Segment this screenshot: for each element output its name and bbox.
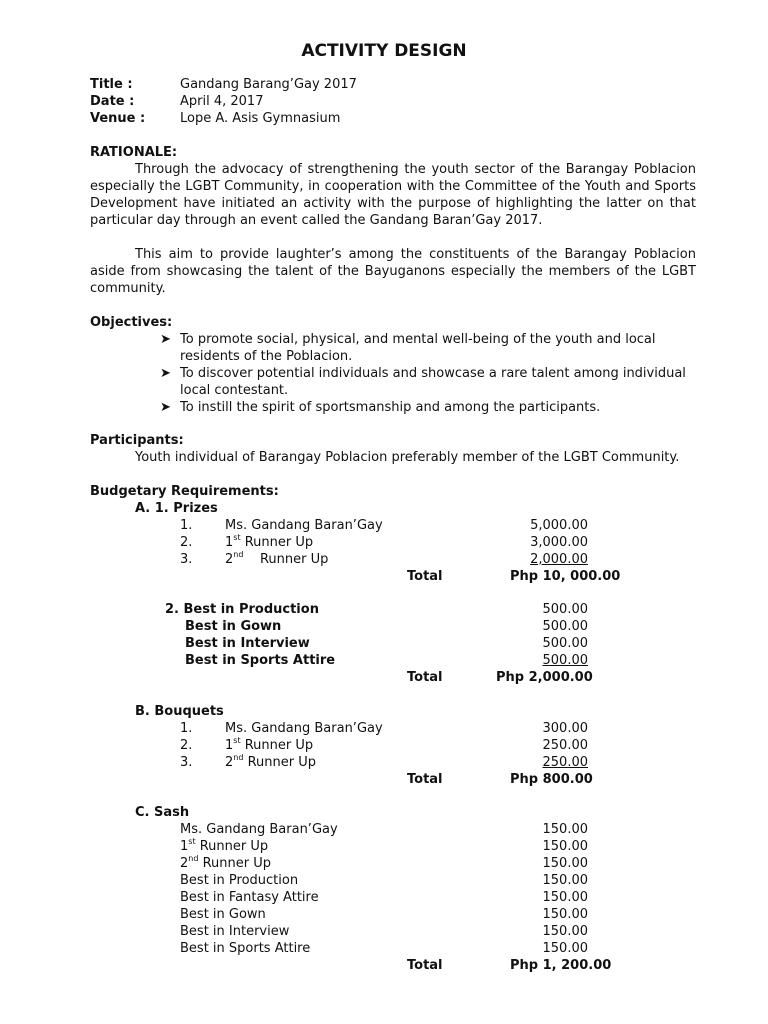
best-amount: 500.00 [542,619,588,634]
bouquet-name: 2nd Runner Up [225,752,316,770]
objectives-heading: Objectives: [90,315,173,330]
document-title: ACTIVITY DESIGN [301,41,467,61]
sash-name: Best in Fantasy Attire [180,890,319,905]
bouquet-num: 3. [180,755,193,770]
best-name: Best in Interview [185,636,310,651]
prizes-heading: A. 1. Prizes [135,501,218,516]
date-label: Date : [90,94,135,109]
sash-heading: C. Sash [135,805,190,820]
best-amount: 500.00 [542,653,588,668]
bouquet-name: 1st Runner Up [225,735,314,753]
budget-heading: Budgetary Requirements: [90,484,279,499]
best-amount: 500.00 [542,636,588,651]
bullet-arrow-icon: ➤ [160,366,171,381]
prize-num: 2. [180,535,193,550]
prize-num: 3. [180,552,193,567]
sash-total: Php 1, 200.00 [510,958,612,973]
objective-2-line-2: local contestant. [180,383,289,398]
total-label: Total [407,772,443,787]
sash-amount: 150.00 [542,924,588,939]
sash-amount: 150.00 [542,873,588,888]
sash-amount: 150.00 [542,941,588,956]
prize-amount: 2,000.00 [530,552,588,567]
sash-name: Best in Production [180,873,299,888]
sash-name: 1st Runner Up [180,836,269,854]
best-name: Best in Gown [185,619,282,634]
prizes-total: Php 10, 000.00 [510,569,621,584]
bouquet-amount: 250.00 [542,755,588,770]
best-amount: 500.00 [542,602,588,617]
sash-amount: 150.00 [542,839,588,854]
bouquets-heading: B. Bouquets [135,704,224,719]
objective-2-line-1: To discover potential individuals and showcase a rare talent among individual [180,366,686,381]
sash-amount: 150.00 [542,822,588,837]
bullet-arrow-icon: ➤ [160,400,171,415]
total-label: Total [407,569,443,584]
best-total: Php 2,000.00 [496,670,593,685]
bouquet-amount: 250.00 [542,738,588,753]
bouquet-num: 2. [180,738,193,753]
objective-3: To instill the spirit of sportsmanship and among the participants. [180,400,601,415]
sash-name: Ms. Gandang Baran’Gay [180,822,338,837]
sash-name: 2nd Runner Up [180,853,271,871]
total-label: Total [407,958,443,973]
date-value: April 4, 2017 [180,94,264,109]
prize-name: 1st Runner Up [225,532,314,550]
objective-1-line-2: residents of the Poblacion. [180,349,353,364]
participants-text: Youth individual of Barangay Poblacion preferably member of the LGBT Community. [135,450,680,465]
objective-1-line-1: To promote social, physical, and mental well-being of the youth and local [180,332,656,347]
sash-amount: 150.00 [542,907,588,922]
rationale-paragraph-2: This aim to provide laughter’s among the constituents of the Barangay Poblacion aside from showcasing the talent of the Bayuganons especially the members of the LGBT community. [90,247,696,296]
sash-amount: 150.00 [542,856,588,871]
prize-name: 2nd Runner Up [225,549,329,567]
bouquet-amount: 300.00 [542,721,588,736]
best-in-production: 2. Best in Production [165,602,319,617]
total-label: Total [407,670,443,685]
prize-amount: 3,000.00 [530,535,588,550]
sash-amount: 150.00 [542,890,588,905]
bullet-arrow-icon: ➤ [160,332,171,347]
venue-value: Lope A. Asis Gymnasium [180,111,341,126]
prize-name: Ms. Gandang Baran’Gay [225,518,383,533]
bouquets-total: Php 800.00 [510,772,593,787]
sash-name: Best in Interview [180,924,290,939]
venue-label: Venue : [90,111,146,126]
title-value: Gandang Barang’Gay 2017 [180,77,357,92]
bouquet-num: 1. [180,721,193,736]
rationale-paragraph-1: Through the advocacy of strengthening the youth sector of the Barangay Poblacion especially the LGBT Community, in cooperation with the Committee of the Youth and Sports Development have initiated an activity with the purpose of highlighting the latter on that particular day through an event called the Gandang Baran’Gay 2017. [90,162,696,228]
title-label: Title : [90,77,133,92]
bouquet-name: Ms. Gandang Baran’Gay [225,721,383,736]
participants-heading: Participants: [90,433,184,448]
sash-name: Best in Sports Attire [180,941,311,956]
rationale-heading: RATIONALE: [90,145,178,160]
prize-num: 1. [180,518,193,533]
prize-amount: 5,000.00 [530,518,588,533]
best-name: Best in Sports Attire [185,653,336,668]
sash-name: Best in Gown [180,907,266,922]
